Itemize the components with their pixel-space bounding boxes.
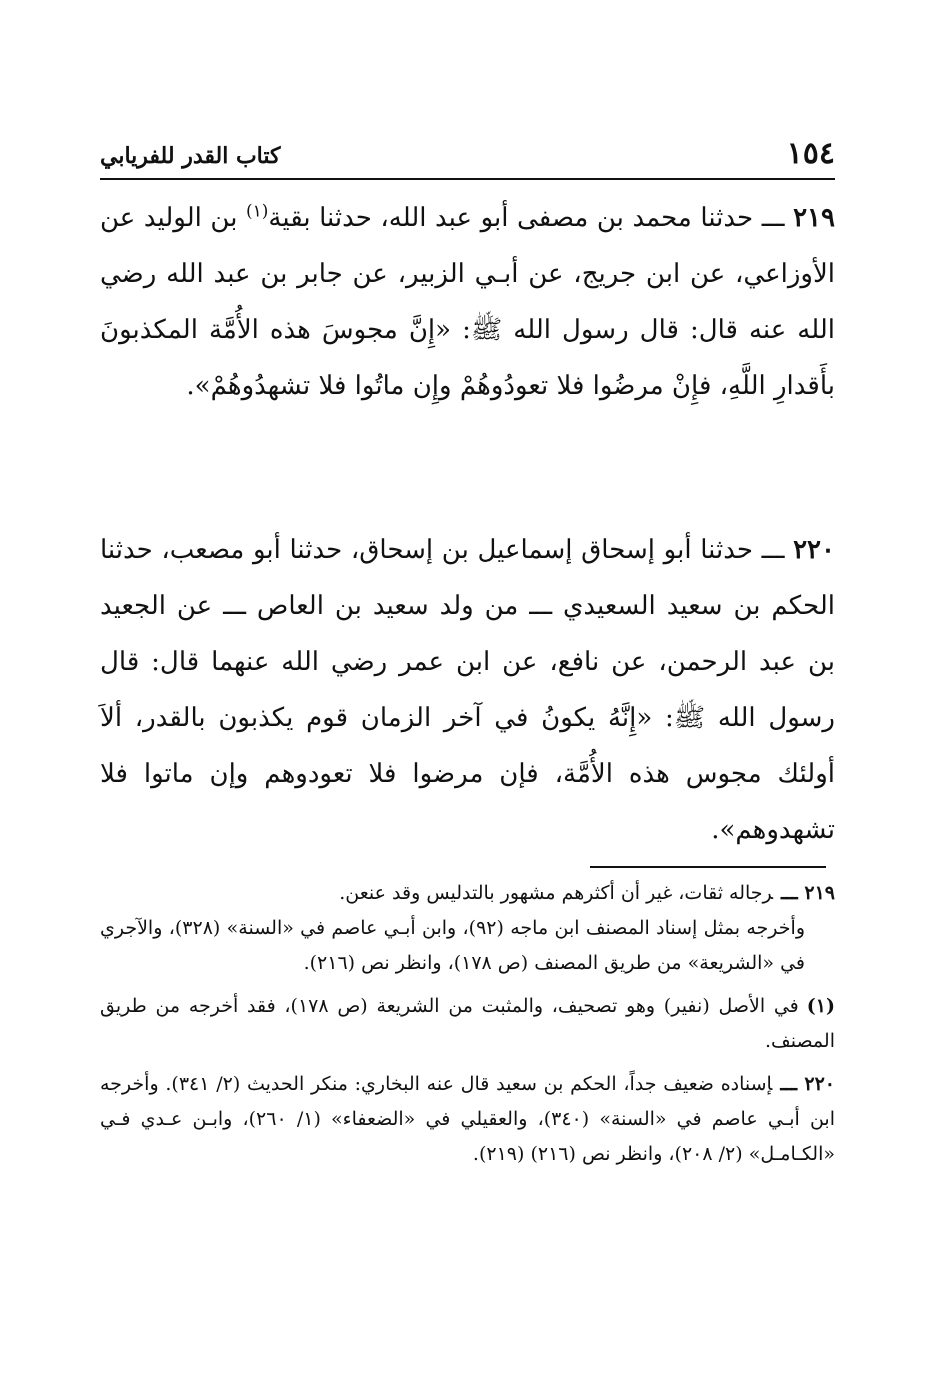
footnote-label: ٢٢٠ ـــ [780, 1073, 835, 1095]
page-number: ١٥٤ [786, 136, 835, 171]
header-rule [100, 178, 835, 180]
footnotes [100, 876, 835, 1180]
footnote-label: (١) [806, 995, 835, 1017]
footnote-text: إسناده ضعيف جداً، الحكم بن سعيد قال عنه البخاري: منكر الحديث (٢/ ٣٤١). وأخرجه ابن أبـي عاصم في «السنة» (٣٤٠)، والعقيلي في «الضعفاء» (١/ ٢٦٠)، وابـن عـدي فـي «الكـامـل» (٢/ ٢٠٨)، وانظر نص (٢١٦) (٢١٩). [100, 1073, 835, 1165]
hadith-number: ٢٢٠ [793, 535, 835, 565]
hadith-number: ٢١٩ [793, 203, 835, 233]
hadith-dash: ـــ [753, 203, 794, 233]
hadith-text-continued: بن الوليد عن الأوزاعي، عن ابن جريج، عن أبـي الزبير، عن جابر بن عبد الله رضي الله عنه قال: قال رسول الله ﷺ: «إِنَّ مجوسَ هذه الأُمَّة المكذبونَ بأَقدارِ اللَّهِ، فإِنْ مرضُوا فلا تعودُوهُمْ وإِن ماتُوا فلا تشهدُوهُمْ». [100, 203, 835, 401]
running-title: كتاب القدر للفريابي [100, 143, 281, 169]
hadith-220 [100, 522, 835, 858]
page-header [100, 128, 835, 176]
footnote-219 [100, 876, 835, 981]
footnote-text-continued: وأخرجه بمثل إسناد المصنف ابن ماجه (٩٢)، وابن أبـي عاصم في «السنة» (٣٢٨)، والآجري في «الشريعة» من طريق المصنف (ص ١٧٨)، وانظر نص (٢١٦). [100, 917, 805, 974]
footnote-label: ٢١٩ ـــ [781, 882, 835, 904]
footnote-1 [100, 989, 835, 1059]
hadith-dash: ـــ [752, 535, 794, 565]
hadith-text: حدثنا أبو إسحاق إسماعيل بن إسحاق، حدثنا أبو مصعب، حدثنا الحكم بن سعيد السعيدي ـــ من ولد سعيد بن العاص ـــ عن الجعيد بن عبد الرحمن، عن نافع، عن ابن عمر رضي الله عنهما قال: قال رسول الله ﷺ: «إِنَّهُ يكونُ في آخر الزمان قوم يكذبون بالقدر، ألاَ أولئك مجوس هذه الأُمَّة، فإن مرضوا فلا تعودوهم وإن ماتوا فلا تشهدوهم». [100, 535, 835, 845]
footnote-text: رجاله ثقات، غير أن أكثرهم مشهور بالتدليس وقد عنعن. [339, 882, 774, 904]
footnote-separator [590, 866, 826, 868]
footnote-220 [100, 1067, 835, 1172]
hadith-219 [100, 190, 835, 414]
footnote-reference: (١) [245, 201, 269, 222]
hadith-text: حدثنا محمد بن مصفى أبو عبد الله، حدثنا بقية [268, 203, 754, 233]
footnote-text: في الأصل (نفير) وهو تصحيف، والمثبت من الشريعة (ص ١٧٨)، فقد أخرجه من طريق المصنف. [100, 995, 835, 1052]
